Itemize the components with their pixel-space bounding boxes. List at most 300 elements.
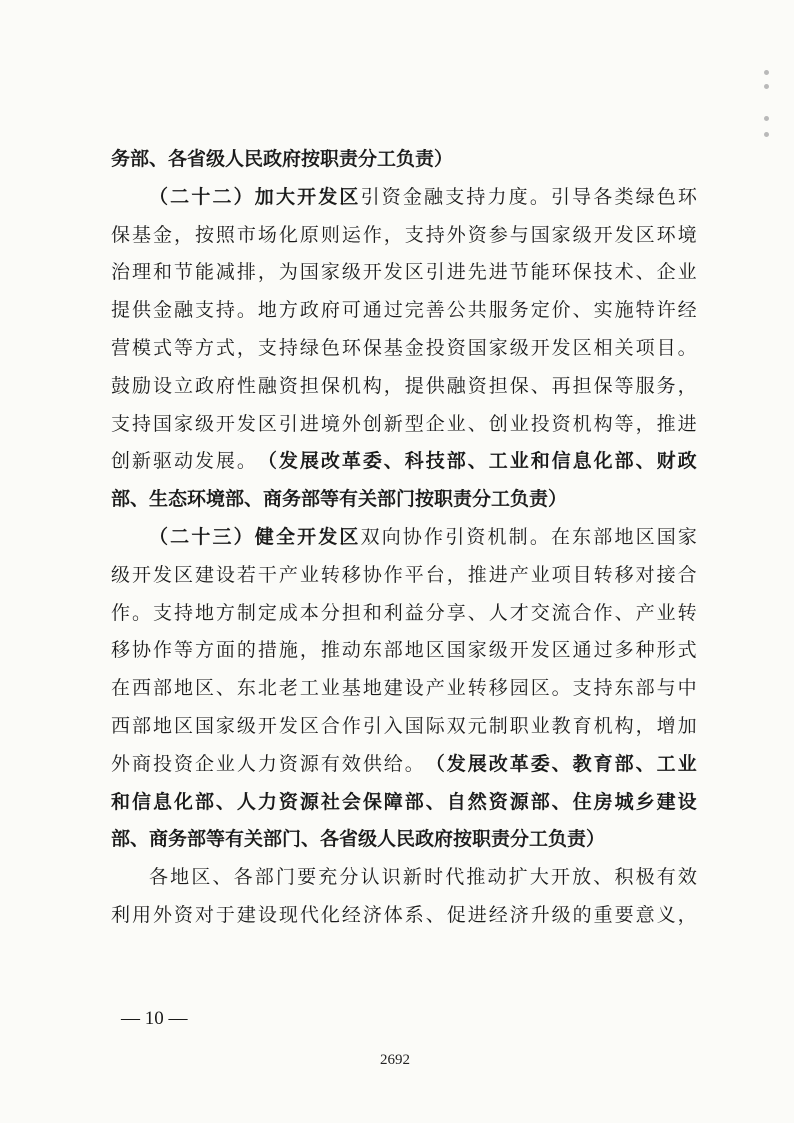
text-char: 加 (677, 714, 697, 737)
text-char: 改 (488, 752, 508, 775)
text-char: 供 (425, 374, 445, 397)
text-char: 部 (614, 450, 634, 473)
text-char: 化 (173, 790, 193, 813)
text-char: ， (236, 336, 256, 359)
text-char: 立 (173, 374, 193, 397)
text-char: 建 (656, 790, 676, 813)
text-char: ， (446, 563, 466, 586)
text-char: 创 (111, 450, 131, 473)
text-char: 创 (362, 412, 382, 435)
text-char: 力 (257, 752, 277, 775)
text-char: 发 (318, 525, 338, 548)
text-char: 和 (111, 790, 131, 813)
text-char: 性 (236, 374, 256, 397)
text-char: 家 (677, 525, 697, 548)
text-char: ， (635, 412, 655, 435)
text-char: 资 (551, 412, 571, 435)
text-char: 金 (152, 223, 172, 246)
text-char: ， (383, 223, 403, 246)
text-char: 级 (572, 223, 592, 246)
text-line (111, 746, 697, 784)
text-char: 术 (614, 261, 634, 284)
text-char: 成 (278, 601, 298, 624)
text-char: 动 (173, 450, 193, 473)
text-char: 、 (467, 412, 487, 435)
text-char: 业 (509, 450, 529, 473)
text-char: 制 (488, 714, 508, 737)
text-char: 人 (236, 752, 256, 775)
text-char: 。 (131, 601, 151, 624)
text-char: 级 (341, 261, 361, 284)
text-line (111, 595, 697, 633)
text-char: ， (299, 639, 319, 662)
text-char: 建 (194, 563, 214, 586)
text-char: 为 (278, 261, 298, 284)
text-char: 地 (257, 299, 277, 322)
text-char: 新 (402, 866, 422, 889)
text-char: 鼓 (111, 374, 131, 397)
text-char: 关 (614, 336, 634, 359)
text-char: 合 (320, 714, 340, 737)
text-char: 发 (278, 714, 298, 737)
text-char: 区 (635, 525, 655, 548)
text-char: 级 (111, 563, 131, 586)
text-char: 乡 (635, 790, 655, 813)
text-char: 作 (383, 563, 403, 586)
text-char: 与 (509, 223, 529, 246)
text-char: 完 (404, 299, 424, 322)
text-char: 各 (593, 185, 613, 208)
text-char: 有 (656, 866, 676, 889)
text-char: 地 (170, 866, 190, 889)
text-char: 展 (215, 450, 235, 473)
text-char: 定 (530, 299, 550, 322)
text-char: 代 (299, 903, 319, 926)
text-char: 家 (215, 714, 235, 737)
text-char: 政 (194, 374, 214, 397)
text-char: 转 (320, 563, 340, 586)
text-char: 原 (299, 223, 319, 246)
text-char: 地 (152, 714, 172, 737)
text-char: 促 (446, 903, 466, 926)
text-char: 国 (467, 336, 487, 359)
text-char: 社 (320, 790, 340, 813)
text-char: 对 (194, 903, 214, 926)
text-char: 充 (318, 866, 338, 889)
text-char: 持 (466, 185, 486, 208)
text-char: 业 (530, 714, 550, 737)
text-char: （ (149, 525, 169, 548)
text-char: 东 (572, 525, 592, 548)
text-char: 在 (550, 525, 570, 548)
text-char: ， (677, 374, 697, 397)
text-char: 大 (529, 866, 549, 889)
text-char: 施 (614, 299, 634, 322)
text-char: 区 (194, 677, 214, 700)
text-char: 发 (318, 185, 338, 208)
text-char: 动 (487, 866, 507, 889)
text-char: 利 (383, 601, 403, 624)
text-char: 东 (236, 677, 256, 700)
text-char: 育 (593, 752, 613, 775)
text-char: 职 (509, 714, 529, 737)
text-char: 自 (446, 790, 466, 813)
text-char: 、 (635, 450, 655, 473)
text-char: 在 (111, 677, 131, 700)
text-char: 政 (299, 299, 319, 322)
text-char: 相 (593, 336, 613, 359)
text-char: 金 (402, 185, 422, 208)
text-char: 技 (425, 450, 445, 473)
text-char: 引 (362, 714, 382, 737)
text-char: 作 (341, 714, 361, 737)
text-char: 保 (320, 374, 340, 397)
text-char: 通 (572, 639, 592, 662)
text-char: 先 (467, 261, 487, 284)
text-char: 部 (446, 450, 466, 473)
text-char: 信 (551, 450, 571, 473)
text-char: 营 (111, 336, 131, 359)
text-char: 新 (383, 412, 403, 435)
text-char: 地 (173, 677, 193, 700)
text-char: 二 (212, 185, 232, 208)
text-char: 区 (257, 412, 277, 435)
text-char: 特 (635, 299, 655, 322)
text-char: 全 (275, 525, 295, 548)
text-char: 国 (152, 412, 172, 435)
text-char: 融 (446, 374, 466, 397)
text-char: 设 (257, 903, 277, 926)
text-char: 东 (614, 677, 634, 700)
text-char: 设 (215, 563, 235, 586)
text-char: 持 (173, 601, 193, 624)
text-char: 部 (635, 677, 655, 700)
text-char: 种 (635, 639, 655, 662)
text-char: 双 (446, 714, 466, 737)
text-char: 引 (550, 185, 570, 208)
text-char: 外 (446, 223, 466, 246)
text-char: 项 (635, 336, 655, 359)
text-char: 用 (131, 903, 151, 926)
text-char: 健 (254, 525, 274, 548)
text-char: 机 (487, 525, 507, 548)
text-char: 、 (614, 601, 634, 624)
text-char: 和 (152, 261, 172, 284)
text-char: 向 (381, 525, 401, 548)
text-char: 持 (593, 677, 613, 700)
text-char: 等 (614, 374, 634, 397)
text-char: 供 (131, 299, 151, 322)
text-char: 业 (446, 412, 466, 435)
text-char: 持 (425, 223, 445, 246)
text-char: 二 (170, 185, 190, 208)
text-char: 投 (425, 336, 445, 359)
text-char: 革 (509, 752, 529, 775)
text-char: 展 (299, 450, 319, 473)
text-char: 扩 (508, 866, 528, 889)
text-char: 移 (341, 563, 361, 586)
text-char: 进 (677, 412, 697, 435)
text-char: 治 (111, 261, 131, 284)
text-char: 然 (467, 790, 487, 813)
text-char: 度 (508, 185, 528, 208)
text-char: 极 (635, 866, 655, 889)
text-char: 效 (341, 752, 361, 775)
text-char: 于 (215, 903, 235, 926)
text-char: 济 (509, 903, 529, 926)
text-line: 务部、各省级人民政府按职责分工负责） (111, 148, 454, 170)
text-char: ） (233, 185, 253, 208)
text-char: 认 (360, 866, 380, 889)
text-char: 的 (236, 639, 256, 662)
text-char: 发 (278, 450, 298, 473)
text-char: 体 (383, 903, 403, 926)
text-char: 能 (530, 261, 550, 284)
text-char: 家 (320, 261, 340, 284)
text-char: 可 (341, 299, 361, 322)
text-char: 家 (488, 336, 508, 359)
text-char: 中 (677, 677, 697, 700)
text-char: 服 (488, 299, 508, 322)
text-char: 通 (362, 299, 382, 322)
text-char: 外 (111, 752, 131, 775)
text-char: 式 (215, 336, 235, 359)
text-char: 环 (656, 223, 676, 246)
text-char: 、 (467, 601, 487, 624)
text-char: 推 (467, 563, 487, 586)
text-char: 、 (467, 450, 487, 473)
text-char: 力 (257, 790, 277, 813)
text-char: 息 (152, 790, 172, 813)
text-char: 进 (299, 412, 319, 435)
text-char: 目 (656, 336, 676, 359)
text-char: 国 (299, 261, 319, 284)
text-char: 环 (551, 261, 571, 284)
text-char: 发 (236, 412, 256, 435)
text-char: 等 (614, 412, 634, 435)
text-char: 等 (173, 336, 193, 359)
text-char: 教 (572, 752, 592, 775)
text-char: 区 (425, 639, 445, 662)
text-char: 加 (254, 185, 274, 208)
text-char: 源 (509, 790, 529, 813)
text-char: 区 (191, 866, 211, 889)
archive-number: 2692 (380, 1052, 410, 1068)
text-char: 资 (278, 374, 298, 397)
text-char: 型 (404, 412, 424, 435)
text-char: 革 (341, 450, 361, 473)
text-char: 发 (152, 563, 172, 586)
text-char: 级 (488, 639, 508, 662)
text-char: 、 (215, 790, 235, 813)
text-char: 重 (593, 903, 613, 926)
text-char: 、 (593, 866, 613, 889)
text-char: 化 (320, 903, 340, 926)
text-char: 展 (467, 752, 487, 775)
text-char: 力 (487, 185, 507, 208)
text-char: 基 (131, 223, 151, 246)
text-char: 共 (467, 299, 487, 322)
text-char: 区 (299, 714, 319, 737)
text-char: 作 (362, 223, 382, 246)
text-char: 东 (362, 639, 382, 662)
text-char: 面 (215, 639, 235, 662)
text-char: （ (425, 752, 445, 775)
text-char: 部 (383, 639, 403, 662)
text-char: 机 (593, 714, 613, 737)
text-char: 本 (299, 601, 319, 624)
text-char: 台 (425, 563, 445, 586)
text-char: 提 (111, 299, 131, 322)
text-char: 区 (572, 336, 592, 359)
text-char: 方 (194, 639, 214, 662)
text-char: 开 (593, 223, 613, 246)
text-char: 基 (383, 336, 403, 359)
text-char: 国 (404, 714, 424, 737)
text-char: 机 (572, 412, 592, 435)
text-char: 源 (299, 752, 319, 775)
text-char: 现 (278, 903, 298, 926)
text-char: 十 (191, 525, 211, 548)
text-char: 享 (446, 601, 466, 624)
text-char: 住 (572, 790, 592, 813)
text-char: 担 (299, 374, 319, 397)
text-char: 引 (278, 412, 298, 435)
text-char: 平 (404, 563, 424, 586)
text-char: 融 (173, 299, 193, 322)
text-line (111, 859, 697, 897)
text-char: 各 (233, 866, 253, 889)
text-char: ， (383, 374, 403, 397)
text-line (111, 897, 697, 935)
text-char: 和 (530, 450, 550, 473)
text-char: 入 (383, 714, 403, 737)
text-char: 、 (551, 752, 571, 775)
text-char: 措 (257, 639, 277, 662)
text-char: 、 (635, 261, 655, 284)
text-char: 益 (404, 601, 424, 624)
text-char: 国 (194, 714, 214, 737)
paragraph-heading-line (111, 519, 697, 557)
text-char: 推 (466, 866, 486, 889)
text-char: 部 (194, 790, 214, 813)
text-char: 融 (424, 185, 444, 208)
text-char: 地 (614, 525, 634, 548)
text-char: 转 (593, 563, 613, 586)
text-char: 资 (173, 752, 193, 775)
text-char: 经 (677, 299, 697, 322)
text-char: 西 (131, 677, 151, 700)
text-char: 委 (530, 752, 550, 775)
text-char: 企 (194, 752, 214, 775)
text-char: 识 (381, 866, 401, 889)
text-char: 资 (467, 223, 487, 246)
text-char: 构 (593, 412, 613, 435)
text-char: 时 (424, 866, 444, 889)
text-char: 接 (656, 563, 676, 586)
text-char: 。 (236, 450, 256, 473)
text-char: 财 (656, 450, 676, 473)
text-char: 开 (257, 714, 277, 737)
text-char: 建 (383, 677, 403, 700)
text-char: 业 (299, 563, 319, 586)
text-char: 对 (635, 563, 655, 586)
text-char: 金 (404, 336, 424, 359)
text-char: 。 (677, 336, 697, 359)
text-char: 部 (254, 866, 274, 889)
text-char: 开 (297, 185, 317, 208)
text-char: 区 (530, 677, 550, 700)
text-char: 发 (446, 752, 466, 775)
text-char: 务 (656, 374, 676, 397)
text-char: 与 (656, 677, 676, 700)
text-char: 动 (341, 639, 361, 662)
text-char: 引 (425, 261, 445, 284)
text-char: （ (149, 185, 169, 208)
text-char: 设 (404, 677, 424, 700)
text-char: 保 (362, 336, 382, 359)
text-char: 信 (131, 790, 151, 813)
text-char: 、 (572, 299, 592, 322)
text-char: 各 (149, 866, 169, 889)
text-char: 导 (572, 185, 592, 208)
text-char: 要 (297, 866, 317, 889)
text-char: 环 (341, 336, 361, 359)
text-char: 绿 (635, 185, 655, 208)
text-char: ， (677, 903, 697, 926)
text-char: 许 (656, 299, 676, 322)
text-char: 资 (467, 374, 487, 397)
text-line (111, 330, 697, 368)
text-char: 等 (173, 639, 193, 662)
text-char: （ (257, 450, 277, 473)
text-char: 、 (383, 450, 403, 473)
text-char: 级 (509, 336, 529, 359)
text-char: 建 (236, 903, 256, 926)
text-char: 开 (297, 525, 317, 548)
text-char: 多 (614, 639, 634, 662)
text-char: 国 (530, 223, 550, 246)
text-char: 色 (656, 185, 676, 208)
text-char: 级 (194, 412, 214, 435)
text-char: 协 (362, 563, 382, 586)
text-char: 协 (131, 639, 151, 662)
text-char: 人 (236, 790, 256, 813)
text-char: 再 (551, 374, 571, 397)
text-line (111, 708, 697, 746)
text-char: 升 (530, 903, 550, 926)
text-char: 提 (404, 374, 424, 397)
text-char: 若 (236, 563, 256, 586)
text-char: 方 (278, 299, 298, 322)
text-char: 外 (341, 412, 361, 435)
text-char: 定 (257, 601, 277, 624)
text-char: 园 (509, 677, 529, 700)
text-char: 移 (111, 639, 131, 662)
text-char: 支 (257, 336, 277, 359)
text-char: 级 (551, 903, 571, 926)
text-char: 资 (466, 525, 486, 548)
text-char: 绿 (299, 336, 319, 359)
text-char: 区 (339, 185, 359, 208)
text-char: 推 (656, 412, 676, 435)
text-line: 部、商务部等有关部门、各省级人民政府按职责分工负责） (111, 828, 606, 851)
text-char: 、 (212, 866, 232, 889)
text-char: 进 (488, 261, 508, 284)
text-char: 产 (635, 601, 655, 624)
text-char: 区 (173, 714, 193, 737)
text-char: 发 (614, 223, 634, 246)
